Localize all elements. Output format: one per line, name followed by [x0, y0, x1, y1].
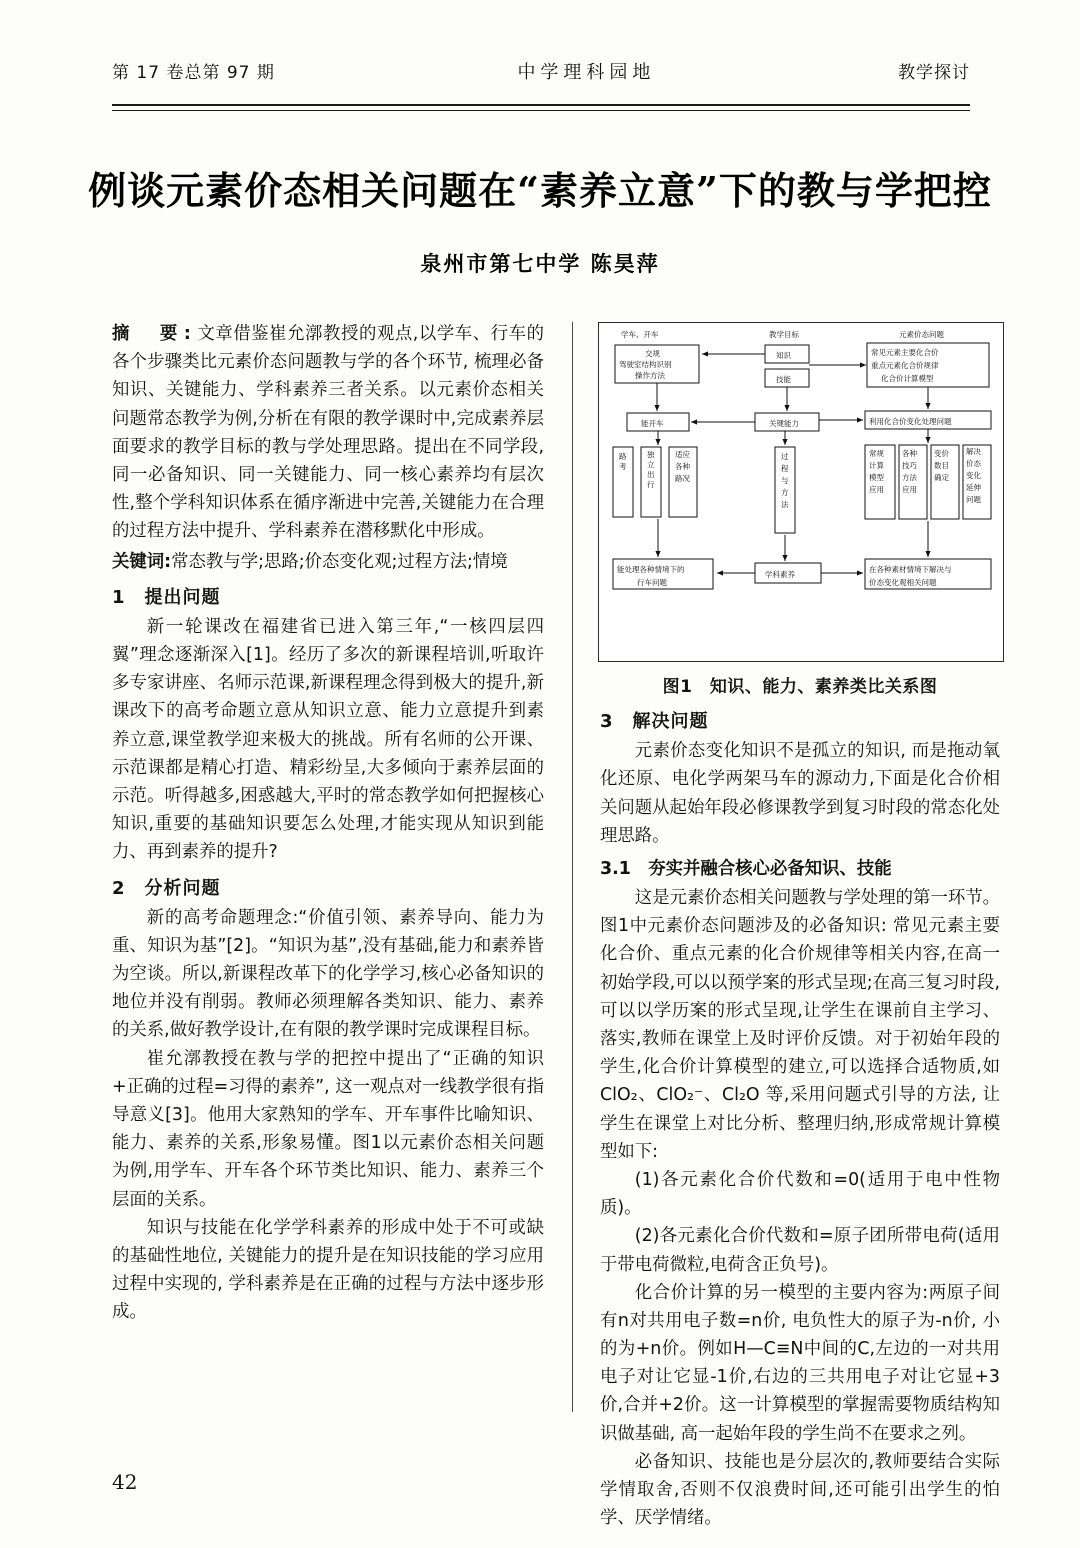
svg-text:能开车: 能开车 [641, 419, 664, 428]
section-2-paragraph-2: 崔允漷教授在教与学的把控中提出了“正确的知识+正确的过程=习得的素养”, 这一观点对一线教学很有指导意义[3]。他用大家熟知的学车、开车事件比喻知识、能力、素养的关系,形象易懂。图1以元素价态相关问题为例,用学车、开车各个环节类比知识、能力、素养三个层面的关系。 [112, 1048, 544, 1210]
section-3-heading: 3 解决问题 [600, 711, 709, 732]
svg-text:适应: 适应 [675, 450, 690, 459]
running-head-center: 中学理科园地 [517, 62, 656, 83]
svg-text:元素价态问题: 元素价态问题 [899, 330, 944, 339]
section-3-1-paragraph-2: (1)各元素化合价代数和=0(适用于电中性物质)。 [600, 1169, 1000, 1219]
section-2-paragraph-3: 知识与技能在化学学科素养的形成中处于不可或缺的基础性地位, 关键能力的提升是在知识技能的学习应用过程中实现的, 学科素养是在正确的过程与方法中逐步形成。 [112, 1217, 544, 1323]
figure-1 [598, 322, 1004, 662]
section-3-1-heading: 3.1 夯实并融合核心必备知识、技能 [600, 858, 892, 879]
svg-text:知识: 知识 [776, 351, 791, 360]
svg-text:驾驶室结构识别: 驾驶室结构识别 [619, 360, 672, 369]
svg-text:交规: 交规 [645, 349, 660, 358]
svg-text:操作方法: 操作方法 [635, 371, 665, 380]
svg-text:计算: 计算 [869, 461, 884, 470]
figure-1-caption: 图1 知识、能力、素养类比关系图 [662, 677, 938, 697]
svg-text:考: 考 [619, 462, 627, 471]
svg-text:模型: 模型 [869, 473, 884, 482]
abstract-block [112, 320, 544, 546]
svg-text:应用: 应用 [902, 485, 917, 494]
section-1-heading: 1 提出问题 [112, 586, 221, 608]
svg-text:价态: 价态 [966, 459, 981, 468]
section-3-1-paragraph-5: 必备知识、技能也是分层次的,教师要结合实际学情取舍,否则不仅浪费时间,还可能引出学生的怕学、厌学情绪。 [600, 1451, 1000, 1529]
svg-text:学科素养: 学科素养 [765, 570, 795, 579]
svg-text:数目: 数目 [934, 461, 949, 470]
svg-text:行车问题: 行车问题 [637, 578, 667, 587]
keywords-text: 常态教与学;思路;价态变化观;过程方法;情境 [171, 551, 508, 572]
running-head [112, 58, 970, 84]
svg-text:法: 法 [781, 500, 789, 509]
svg-text:关键能力: 关键能力 [769, 419, 799, 428]
svg-text:行: 行 [647, 480, 655, 489]
svg-text:各种: 各种 [902, 449, 917, 458]
svg-text:变化: 变化 [966, 471, 981, 480]
svg-text:方: 方 [781, 488, 789, 497]
svg-text:延伸: 延伸 [966, 483, 981, 492]
section-3-1-paragraph-4: 化合价计算的另一模型的主要内容为:两原子间有n对共用电子数=n价, 电负性大的原子为-n价, 小的为+n价。例如H—C≡N中间的C,左边的一对共用电子对让它显-1价,右边的三共用电子对让它显+3价,合并+2价。这一计算模型的掌握需要物质结构知识做基础, 高一起始年段的学生尚不在要求之列。 [600, 1282, 1000, 1444]
svg-text:教学目标: 教学目标 [769, 330, 799, 339]
page-title: 例谈元素价态相关问题在“素养立意”下的教与学把控 [88, 168, 992, 213]
figure-1-diagram [599, 323, 1003, 661]
svg-text:技巧: 技巧 [902, 461, 917, 470]
section-3-paragraph-1: 元素价态变化知识不是孤立的知识, 而是拖动氧化还原、电化学两架马车的源动力,下面是化合价相关问题从起始年段必修课教学到复习时段的常态化处理思路。 [600, 741, 1000, 846]
svg-text:出: 出 [647, 470, 655, 479]
header-rule-thin [112, 110, 970, 111]
svg-text:价态变化观相关问题: 价态变化观相关问题 [869, 578, 937, 587]
column-divider [572, 322, 573, 1412]
header-rule-thick [112, 104, 970, 106]
section-3-1-paragraph-1: 这是元素价态相关问题教与学处理的第一环节。图1中元素价态问题涉及的必备知识: 常见元素主要化合价、重点元素的化合价规律等相关内容,在高一初始学段,可以以预学案的形式呈现;在高三复习时段,可以以学历案的形式呈现,让学生在课前自主学习、落实,教师在课堂上及时评价反馈。对于初始年段的学生,化合价计算模型的建立,可以选择合适物质,如 ClO₂、ClO₂⁻、Cl₂O 等,采用问题式引导的方法, 让学生在课堂上对比分析、整理归纳,形成常规计算模型如下: [600, 888, 1001, 1162]
svg-text:解决: 解决 [966, 447, 981, 456]
svg-text:确定: 确定 [934, 473, 949, 482]
svg-text:在各种素材情境下解决与: 在各种素材情境下解决与 [869, 565, 952, 574]
svg-text:能处理各种情境下的: 能处理各种情境下的 [617, 565, 685, 574]
svg-text:应用: 应用 [869, 485, 884, 494]
running-head-left: 第 17 卷总第 97 期 [112, 63, 275, 83]
svg-text:路况: 路况 [675, 474, 690, 483]
svg-text:常规: 常规 [869, 449, 884, 458]
left-column [112, 320, 544, 1327]
svg-text:利用化合价变化处理问题: 利用化合价变化处理问题 [869, 417, 952, 426]
right-column [600, 700, 1001, 1529]
section-2-heading: 2 分析问题 [112, 877, 221, 899]
svg-text:各种: 各种 [675, 462, 690, 471]
svg-text:常见元素主要化合价: 常见元素主要化合价 [871, 348, 939, 357]
svg-text:重点元素化合价规律: 重点元素化合价规律 [871, 361, 939, 370]
svg-text:与: 与 [781, 476, 789, 485]
svg-text:方法: 方法 [902, 473, 917, 482]
svg-text:独: 独 [647, 450, 655, 459]
author-byline: 泉州市第七中学 陈昊萍 [420, 252, 660, 276]
keywords-label: 关键词: [112, 551, 172, 572]
svg-text:路: 路 [619, 452, 627, 461]
svg-text:程: 程 [781, 464, 789, 473]
section-1-paragraph-1: 新一轮课改在福建省已进入第三年,“一核四层四翼”理念逐渐深入[1]。经历了多次的新课程培训,听取许多专家讲座、名师示范课,新课程理念得到极大的提升,新课改下的高考命题立意从知识立意、能力立意提升到素养立意,课堂教学迎来极大的挑战。所有名师的公开课、示范课都是精心打造、精彩纷呈,大多倾向于素养层面的示范。听得越多,困惑越大,平时的常态教学如何把握核心知识,重要的基础知识要怎么处理,才能实现从知识到能力、再到素养的提升? [112, 616, 544, 863]
abstract-label: 摘 要: [112, 324, 197, 344]
svg-text:问题: 问题 [966, 495, 981, 504]
svg-text:立: 立 [647, 460, 655, 469]
keywords-block [112, 548, 544, 576]
svg-text:化合价计算模型: 化合价计算模型 [881, 374, 934, 383]
section-2-paragraph-1: 新的高考命题理念:“价值引领、素养导向、能力为重、知识为基”[2]。“知识为基”,没有基础,能力和素养皆为空谈。所以,新课程改革下的化学学习,核心必备知识的地位并没有削弱。教师必须理解各类知识、能力、素养的关系,做好教学设计,在有限的教学课时完成课程目标。 [112, 907, 544, 1041]
running-head-right: 教学探讨 [897, 63, 970, 83]
abstract-text: 文章借鉴崔允漷教授的观点,以学车、行车的各个步骤类比元素价态问题教与学的各个环节, 梳理必备知识、关键能力、学科素养三者关系。以元素价态相关问题常态教学为例,分析在有限的教学课时中,完成素养层面要求的教学目标的教与学处理思路。提出在不同学段,同一必备知识、同一关键能力、同一核心素养均有层次性,整个学科知识体系在循序渐进中完善,关键能力在合理的过程方法中提升、学科素养在潜移默化中形成。 [112, 324, 544, 542]
page-number: 42 [112, 1470, 138, 1494]
svg-text:学车、开车: 学车、开车 [621, 330, 659, 339]
svg-text:变价: 变价 [934, 449, 949, 458]
svg-text:技能: 技能 [776, 375, 791, 384]
section-3-1-paragraph-3: (2)各元素化合价代数和=原子团所带电荷(适用于带电荷微粒,电荷含正负号)。 [600, 1226, 1000, 1275]
svg-text:过: 过 [781, 452, 789, 461]
